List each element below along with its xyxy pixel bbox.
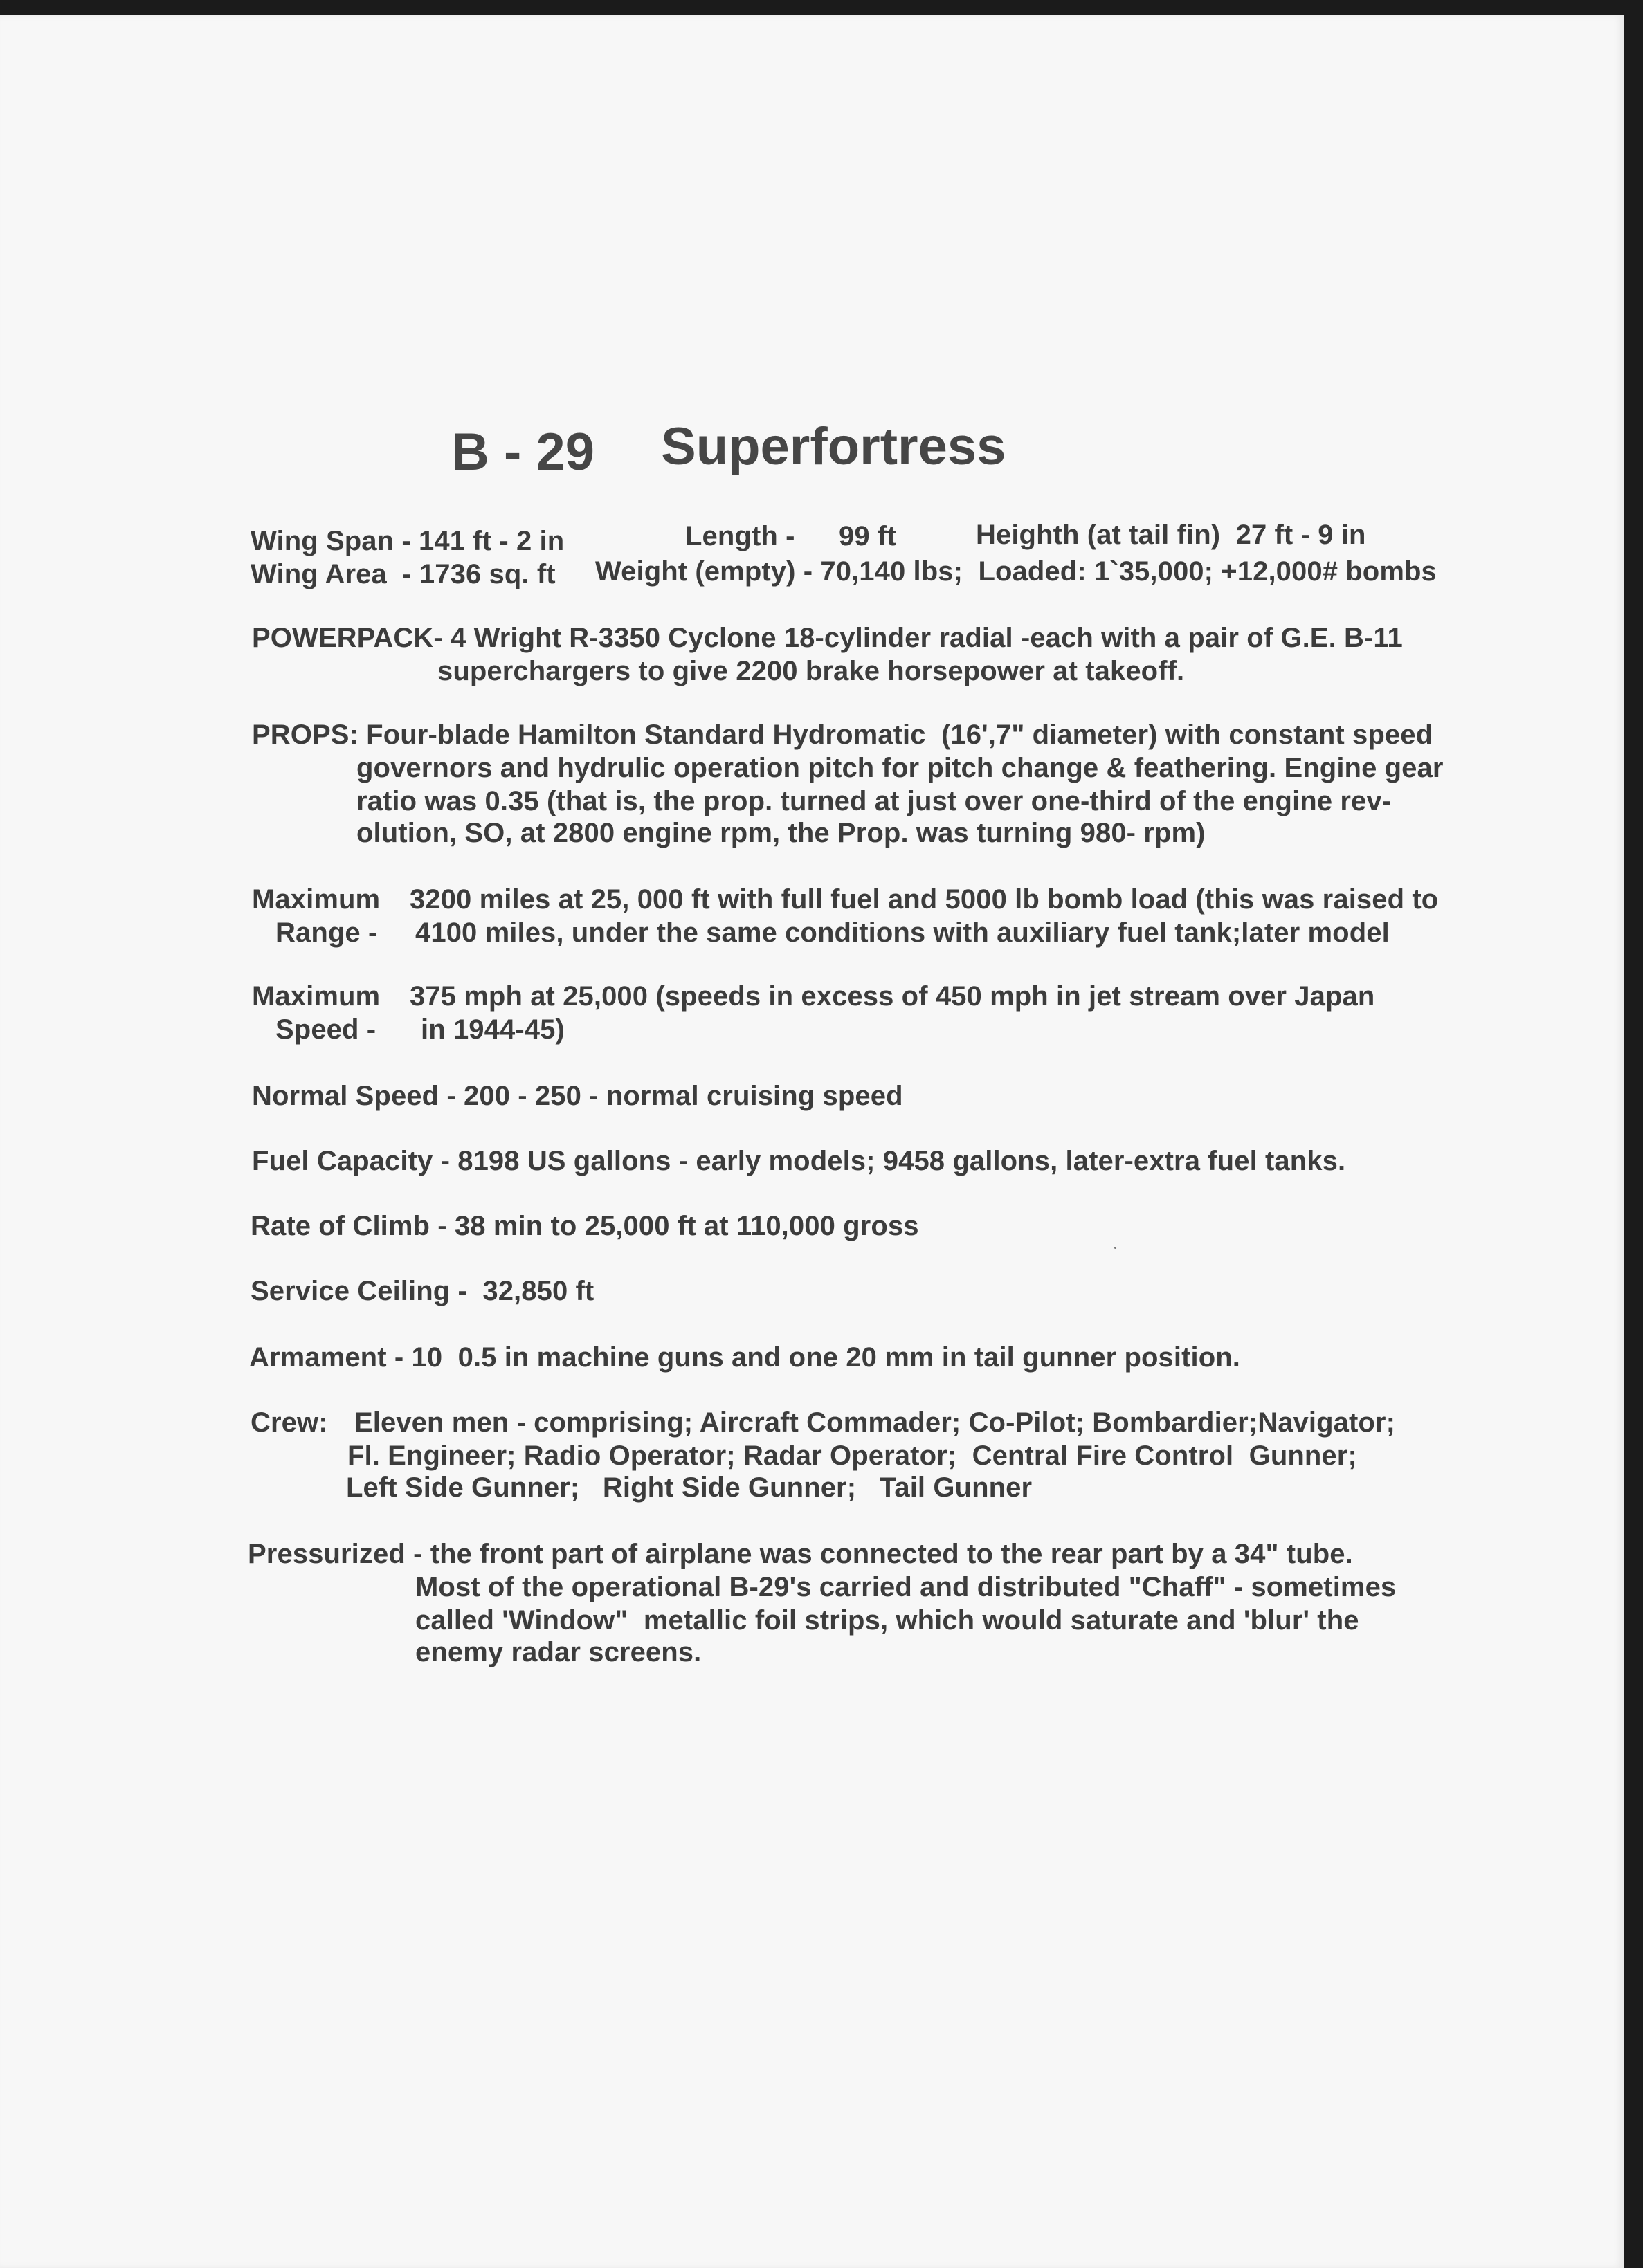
crew-line-3: Left Side Gunner; Right Side Gunner; Tail Gunner: [346, 1472, 1033, 1503]
spec-length-value: 99 ft: [839, 521, 896, 551]
powerpack-line-1: POWERPACK- 4 Wright R-3350 Cyclone 18-cylinder radial -each with a pair of G.E. B-11: [252, 623, 1403, 653]
max-range-label-1: Maximum: [252, 884, 381, 915]
fuel-capacity: Fuel Capacity - 8198 US gallons - early models; 9458 gallons, later-extra fuel tanks.: [252, 1146, 1346, 1176]
max-range-line-2: 4100 miles, under the same conditions with auxiliary fuel tank;later model: [415, 917, 1390, 948]
max-range-label-2: Range -: [275, 917, 378, 948]
max-range-line-1: 3200 miles at 25, 000 ft with full fuel and 5000 lb bomb load (this was raised to: [410, 884, 1439, 915]
max-speed-line-2: in 1944-45): [421, 1014, 565, 1045]
spec-height: Heighth (at tail fin) 27 ft - 9 in: [976, 520, 1366, 550]
props-line-2: governors and hydrulic operation pitch for pitch change & feathering. Engine gear: [356, 753, 1444, 783]
scan-speck: [1114, 1247, 1116, 1249]
title-model: B - 29: [451, 423, 594, 482]
armament: Armament - 10 0.5 in machine guns and one 20 mm in tail gunner position.: [249, 1342, 1241, 1373]
props-line-3: ratio was 0.35 (that is, the prop. turned at just over one-third of the engine rev-: [356, 786, 1392, 816]
normal-speed: Normal Speed - 200 - 250 - normal cruising speed: [252, 1081, 903, 1111]
document-page: [0, 15, 1624, 2268]
service-ceiling: Service Ceiling - 32,850 ft: [251, 1276, 594, 1306]
pressurized-line-2: Most of the operational B-29's carried and distributed "Chaff" - sometimes: [415, 1572, 1397, 1602]
pressurized-line-1: Pressurized - the front part of airplane was connected to the rear part by a 34" tube.: [248, 1539, 1353, 1569]
spec-wing-span: Wing Span - 141 ft - 2 in: [251, 526, 565, 556]
spec-wing-area: Wing Area - 1736 sq. ft: [251, 559, 556, 589]
spec-length-label: Length -: [685, 521, 795, 551]
max-speed-line-1: 375 mph at 25,000 (speeds in excess of 450 mph in jet stream over Japan: [410, 981, 1375, 1012]
powerpack-line-2: superchargers to give 2200 brake horsepower at takeoff.: [437, 656, 1185, 686]
crew-line-2: Fl. Engineer; Radio Operator; Radar Operator; Central Fire Control Gunner;: [347, 1441, 1357, 1471]
props-line-1: PROPS: Four-blade Hamilton Standard Hydromatic (16',7" diameter) with constant speed: [252, 720, 1433, 750]
max-speed-label-1: Maximum: [252, 981, 381, 1012]
pressurized-line-4: enemy radar screens.: [415, 1637, 702, 1667]
crew-line-1: Eleven men - comprising; Aircraft Commader; Co-Pilot; Bombardier;Navigator;: [354, 1407, 1396, 1438]
props-line-4: olution, SO, at 2800 engine rpm, the Prop. was turning 980- rpm): [356, 818, 1206, 848]
pressurized-line-3: called 'Window" metallic foil strips, which would saturate and 'blur' the: [415, 1605, 1359, 1636]
crew-label: Crew:: [251, 1407, 328, 1438]
max-speed-label-2: Speed -: [275, 1014, 376, 1045]
rate-of-climb: Rate of Climb - 38 min to 25,000 ft at 110,000 gross: [251, 1211, 919, 1241]
title-name: Superfortress: [661, 417, 1006, 476]
spec-weight: Weight (empty) - 70,140 lbs; Loaded: 1`35,000; +12,000# bombs: [595, 556, 1437, 587]
